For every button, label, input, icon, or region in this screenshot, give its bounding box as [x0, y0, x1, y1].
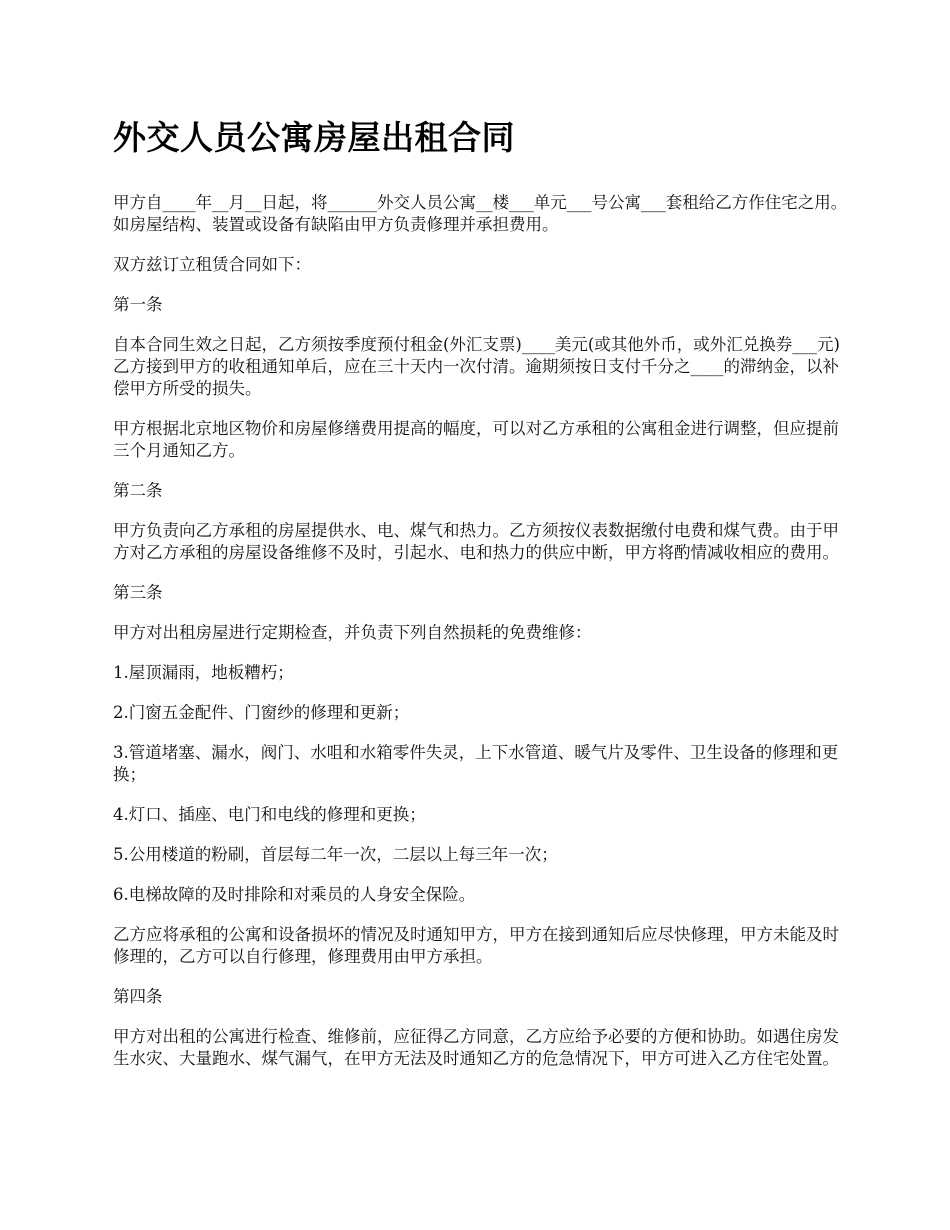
article-paragraph: 乙方应将承租的公寓和设备损坏的情况及时通知甲方，甲方在接到通知后应尽快修理，甲方未能及时修理的，乙方可以自行修理，修理费用由甲方承担。 — [113, 925, 839, 966]
article-heading: 第四条 — [113, 987, 163, 1006]
list-item: 3.管道堵塞、漏水，阀门、水咀和水箱零件失灵，上下水管道、暖气片及零件、卫生设备的修理和更换； — [113, 743, 839, 784]
article-paragraph: 甲方对出租房屋进行定期检查，并负责下列自然损耗的免费维修： — [113, 623, 592, 642]
article-heading: 第二条 — [113, 481, 163, 500]
article-heading: 第三条 — [113, 583, 163, 602]
intro-paragraph: 甲方自____年__月__日起，将______外交人员公寓__楼___单元___号公寓___套租给乙方作住宅之用。如房屋结构、装置或设备有缺陷由甲方负责修理并承担费用。 — [113, 193, 848, 234]
document-title: 外交人员公寓房屋出租合同 — [113, 118, 515, 157]
list-item: 2.门窗五金配件、门窗纱的修理和更新； — [113, 703, 410, 722]
article-heading: 第一条 — [113, 295, 163, 314]
agreement-statement: 双方兹订立租赁合同如下： — [113, 255, 311, 274]
article-paragraph: 甲方负责向乙方承租的房屋提供水、电、煤气和热力。乙方须按仪表数据缴付电费和煤气费。由于甲方对乙方承租的房屋设备维修不及时，引起水、电和热力的供应中断，甲方将酌情减收相应的费用。 — [113, 521, 839, 562]
article-paragraph: 甲方根据北京地区物价和房屋修缮费用提高的幅度，可以对乙方承租的公寓租金进行调整，但应提前三个月通知乙方。 — [113, 419, 839, 460]
article-paragraph: 甲方对出租的公寓进行检查、维修前，应征得乙方同意，乙方应给予必要的方便和协助。如遇住房发生水灾、大量跑水、煤气漏气，在甲方无法及时通知乙方的危急情况下，甲方可进入乙方住宅处置。 — [113, 1027, 839, 1068]
list-item: 4.灯口、插座、电门和电线的修理和更换； — [113, 805, 426, 824]
list-item: 5.公用楼道的粉刷，首层每二年一次，二层以上每三年一次； — [113, 845, 558, 864]
article-paragraph: 自本合同生效之日起，乙方须按季度预付租金(外汇支票)____美元(或其他外币，或外汇兑换券___元)乙方接到甲方的收租通知单后，应在三十天内一次付清。逾期须按日支付千分之____的滞纳金，以补偿甲方所受的损失。 — [113, 335, 840, 398]
list-item: 1.屋顶漏雨，地板糟朽； — [113, 663, 294, 682]
list-item: 6.电梯故障的及时排除和对乘员的人身安全保险。 — [113, 885, 476, 904]
document-page — [113, 108, 853, 1088]
